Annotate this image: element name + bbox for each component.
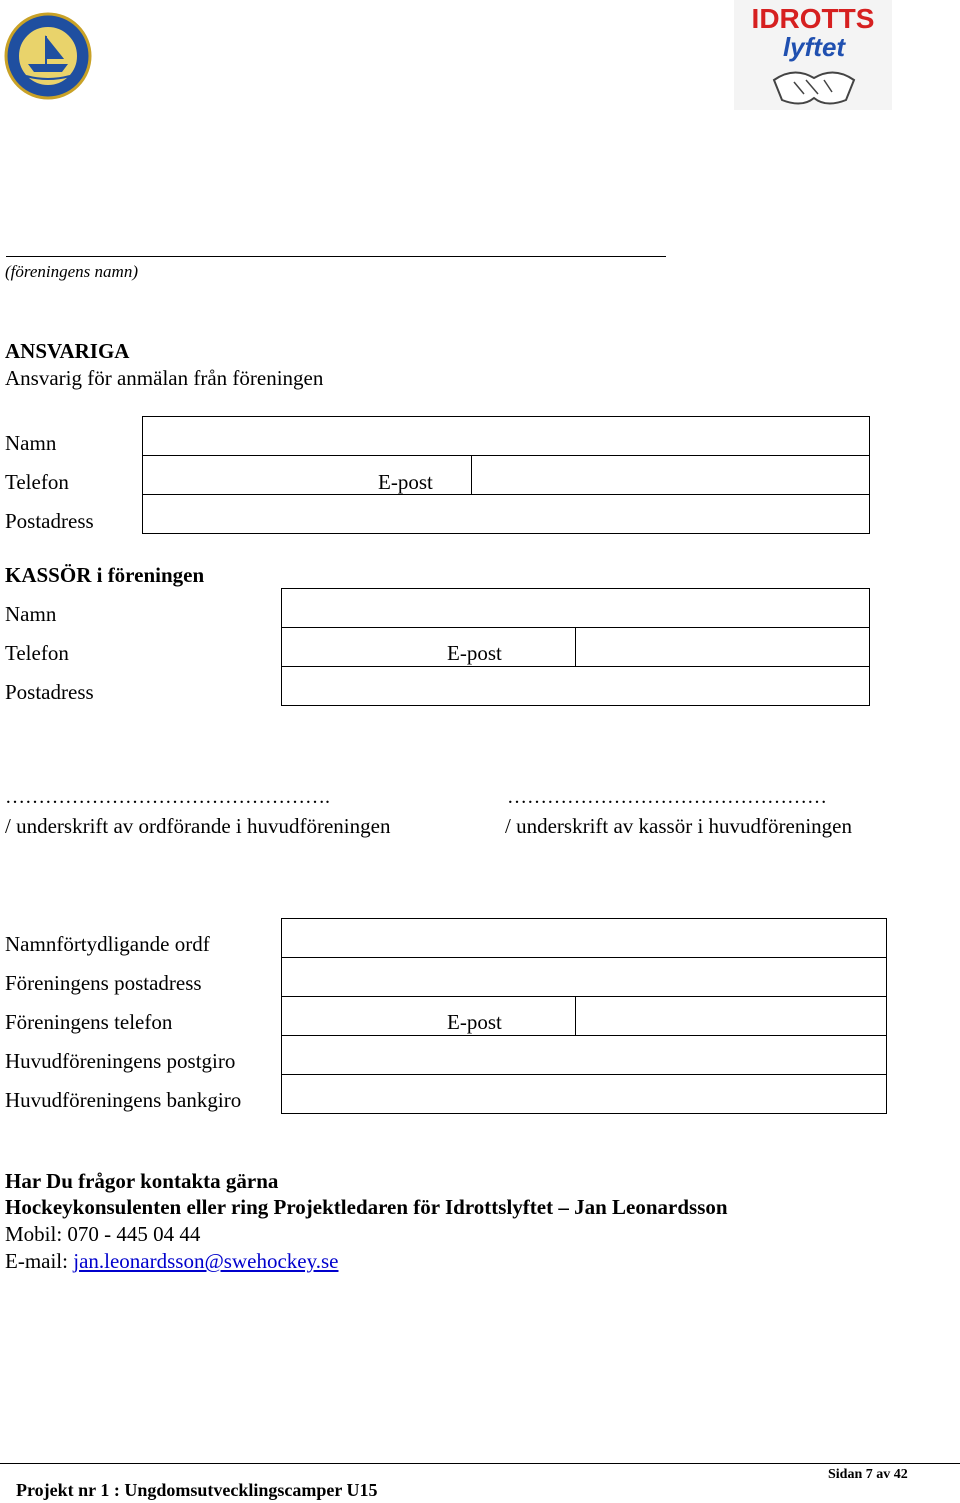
logo-text-lyftet: lyftet	[782, 32, 846, 62]
club-email-label: E-post	[447, 1010, 502, 1034]
treasurer-signature-line: …………………………………………	[507, 786, 827, 808]
contact-email-prefix: E-mail:	[5, 1249, 74, 1273]
chair-signature-caption: / underskrift av ordförande i huvudföreningen	[5, 814, 391, 838]
treasurer-address-label: Postadress	[5, 680, 94, 704]
contact-line-2: Hockeykonsulenten eller ring Projektledaren för Idrottslyftet – Jan Leonardsson	[5, 1195, 728, 1219]
logo-text-idrotts: IDROTTS	[751, 3, 875, 34]
footer-rule	[0, 1463, 960, 1464]
footer-project: Projekt nr 1 : Ungdomsutvecklingscamper U15	[16, 1480, 378, 1500]
treasurer-name-label: Namn	[5, 602, 57, 626]
responsible-subheading: Ansvarig för anmälan från föreningen	[5, 366, 324, 390]
chair-signature-line: ………………………………………….	[5, 786, 330, 808]
contact-line-1: Har Du frågor kontakta gärna	[5, 1169, 279, 1193]
treasurer-signature-caption: / underskrift av kassör i huvudföreningen	[505, 814, 853, 838]
responsible-email-label: E-post	[378, 470, 433, 494]
chair-name-label: Namnförtydligande ordf	[5, 932, 210, 956]
club-phone-label: Föreningens telefon	[5, 1010, 173, 1034]
treasurer-name-field[interactable]	[281, 588, 870, 628]
contact-email-row	[5, 1249, 338, 1274]
treasurer-phone-field[interactable]	[281, 627, 576, 667]
club-phone-field[interactable]	[281, 996, 576, 1036]
treasurer-heading: KASSÖR i föreningen	[5, 563, 205, 587]
treasurer-phone-label: Telefon	[5, 641, 69, 665]
postgiro-label: Huvudföreningens postgiro	[5, 1049, 236, 1073]
responsible-email-field[interactable]	[471, 455, 870, 495]
treasurer-email-field[interactable]	[575, 627, 870, 667]
club-address-field[interactable]	[281, 957, 887, 997]
club-name-line	[6, 256, 666, 257]
responsible-address-field[interactable]	[142, 494, 870, 534]
club-address-label: Föreningens postadress	[5, 971, 202, 995]
responsible-name-label: Namn	[5, 431, 57, 455]
responsible-heading: ANSVARIGA	[5, 339, 130, 363]
bankgiro-field[interactable]	[281, 1074, 887, 1114]
contact-mobile: Mobil: 070 - 445 04 44	[5, 1222, 201, 1246]
club-name-caption: (föreningens namn)	[5, 262, 138, 281]
swehockey-logo	[4, 12, 92, 100]
contact-email-link[interactable]: jan.leonardsson@swehockey.se	[73, 1249, 339, 1273]
treasurer-email-label: E-post	[447, 641, 502, 665]
treasurer-address-field[interactable]	[281, 666, 870, 706]
idrottslyftet-logo	[734, 0, 892, 110]
chair-name-field[interactable]	[281, 918, 887, 958]
club-email-field[interactable]	[575, 996, 887, 1036]
postgiro-field[interactable]	[281, 1035, 887, 1075]
footer-page-number: Sidan 7 av 42	[828, 1467, 908, 1482]
bankgiro-label: Huvudföreningens bankgiro	[5, 1088, 242, 1112]
responsible-name-field[interactable]	[142, 416, 870, 456]
responsible-phone-label: Telefon	[5, 470, 69, 494]
responsible-address-label: Postadress	[5, 509, 94, 533]
